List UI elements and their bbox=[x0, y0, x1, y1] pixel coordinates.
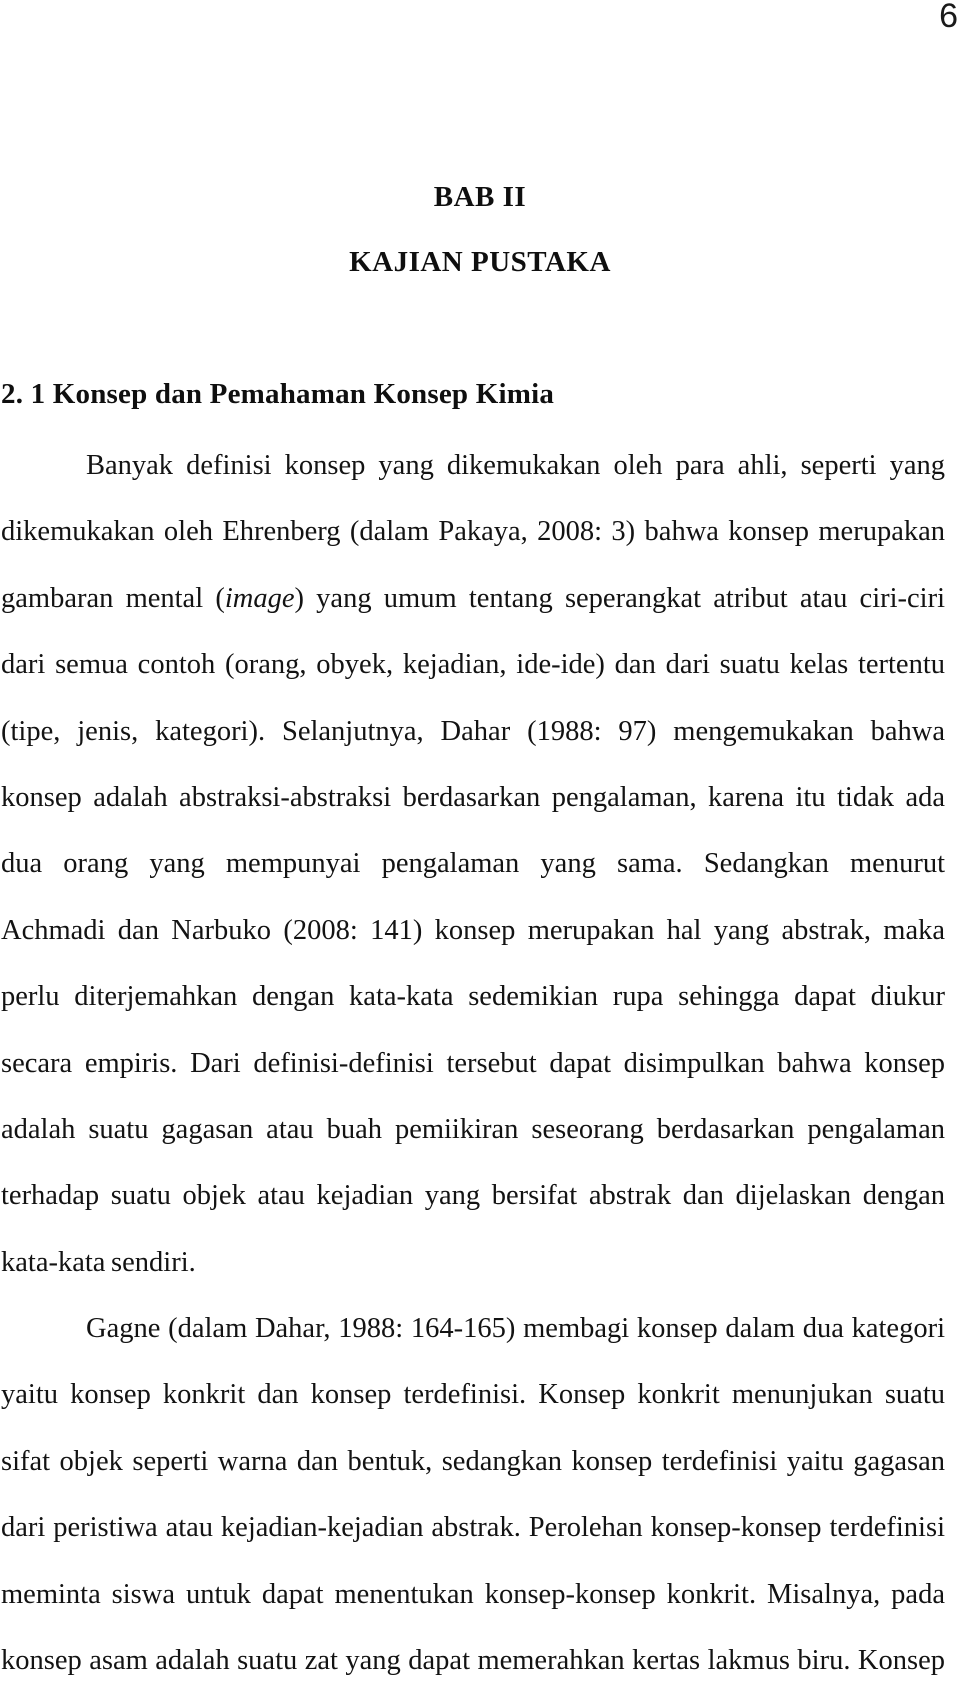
text-line: meminta siswa untuk dapat menentukan konsep-konsep konkrit. Misalnya, pada bbox=[1, 1578, 945, 1610]
text-line: kata-kata sendiri. bbox=[1, 1246, 196, 1278]
text-line: konsep adalah abstraksi-abstraksi berdasarkan pengalaman, karena itu tidak ada bbox=[1, 781, 945, 813]
text-line: dari peristiwa atau kejadian-kejadian abstrak. Perolehan konsep-konsep terdefinisi bbox=[1, 1512, 945, 1544]
text-line: adalah suatu gagasan atau buah pemiikiran seseorang berdasarkan pengalaman bbox=[1, 1113, 945, 1145]
paragraph bbox=[1, 1296, 945, 1683]
body-text bbox=[1, 433, 945, 1683]
text-line: Gagne (dalam Dahar, 1988: 164-165) membagi konsep dalam dua kategori bbox=[86, 1313, 945, 1345]
text-line: gambaran mental (image) yang umum tentang seperangkat atribut atau ciri-ciri bbox=[1, 582, 945, 614]
text-line: dikemukakan oleh Ehrenberg (dalam Pakaya, 2008: 3) bahwa konsep merupakan bbox=[1, 516, 945, 548]
text-line: perlu diterjemahkan dengan kata-kata sedemikian rupa sehingga dapat diukur bbox=[1, 981, 945, 1013]
text-line: konsep asam adalah suatu zat yang dapat memerahkan kertas lakmus biru. Konsep bbox=[1, 1645, 945, 1677]
paragraph bbox=[1, 433, 945, 1296]
chapter-title: BAB II bbox=[433, 181, 527, 213]
text-line: Banyak definisi konsep yang dikemukakan oleh para ahli, seperti yang bbox=[86, 450, 945, 481]
text-line: Achmadi dan Narbuko (2008: 141) konsep merupakan hal yang abstrak, maka bbox=[1, 914, 945, 946]
chapter-subtitle: KAJIAN PUSTAKA bbox=[349, 246, 611, 278]
text-line: dari semua contoh (orang, obyek, kejadian, ide-ide) dan dari suatu kelas tertentu bbox=[1, 649, 945, 681]
text-line: secara empiris. Dari definisi-definisi tersebut dapat disimpulkan bahwa konsep bbox=[1, 1047, 945, 1079]
text-line: terhadap suatu objek atau kejadian yang bersifat abstrak dan dijelaskan dengan bbox=[1, 1180, 945, 1212]
text-line: sifat objek seperti warna dan bentuk, sedangkan konsep terdefinisi yaitu gagasan bbox=[1, 1445, 945, 1477]
text-line: dua orang yang mempunyai pengalaman yang sama. Sedangkan menurut bbox=[1, 848, 945, 880]
text-line: yaitu konsep konkrit dan konsep terdefinisi. Konsep konkrit menunjukan suatu bbox=[1, 1379, 945, 1411]
section-heading: 2. 1 Konsep dan Pemahaman Konsep Kimia bbox=[1, 378, 555, 410]
page-number: 6 bbox=[939, 0, 958, 35]
text-line: (tipe, jenis, kategori). Selanjutnya, Dahar (1988: 97) mengemukakan bahwa bbox=[1, 715, 945, 747]
